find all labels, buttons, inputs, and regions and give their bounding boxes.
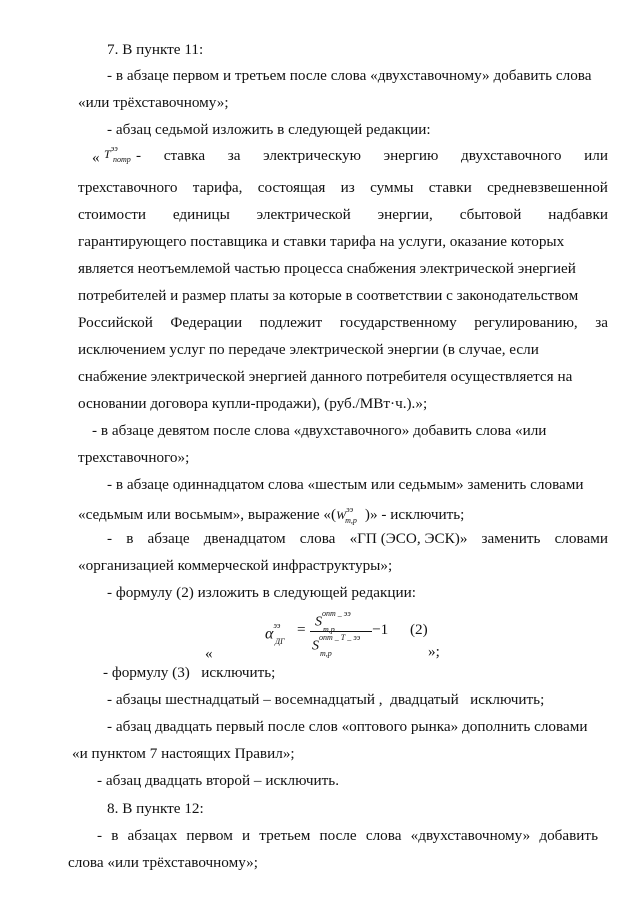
denominator-sub: m,p	[320, 649, 332, 658]
word: электрической	[256, 206, 351, 223]
word: тарифа,	[192, 179, 243, 196]
word: энергию	[383, 147, 439, 164]
denominator-sup: опт _ Т _ ээ	[319, 633, 361, 642]
paragraph-line	[107, 526, 608, 552]
paragraph-line: снабжение электрической энергией данного потребителя осуществляется на	[78, 368, 573, 385]
formula-close-quote: »;	[428, 643, 440, 660]
word: состоящая	[257, 179, 326, 196]
tariff-symbol-sub: потр	[113, 155, 131, 164]
formula-lhs-sup: ээ	[273, 621, 281, 630]
item-7-heading: 7. В пункте 11:	[107, 41, 204, 58]
numerator-sup: опт _ ээ	[322, 609, 351, 618]
definition-words	[136, 143, 608, 169]
word: и	[241, 827, 251, 844]
energy-symbol-letter: W	[336, 508, 347, 522]
word: -	[97, 827, 103, 844]
paragraph-line: основании договора купли-продажи), (руб./МВт·ч.).»;	[78, 395, 428, 412]
word: двухставочного	[460, 147, 562, 164]
paragraph-line	[97, 823, 598, 849]
word: первом	[186, 827, 233, 844]
word: -	[107, 530, 113, 547]
formula-lhs	[265, 617, 285, 647]
paragraph-line: - в абзаце одиннадцатом слова «шестым или седьмым» заменить словами	[107, 476, 584, 493]
paragraph-line: «или трёхставочному»;	[78, 94, 229, 111]
paragraph-line: - в абзаце девятом после слова «двухставочного» добавить слова «или	[92, 422, 547, 439]
word: слова	[299, 530, 336, 547]
paragraph-line: является неотъемлемой частью процесса снабжения электрической энергией	[78, 260, 576, 277]
word: Федерации	[170, 314, 243, 331]
word: абзаце	[147, 530, 190, 547]
word: регулированию,	[474, 314, 578, 331]
paragraph-line: потребителей и размер платы за которые в соответствии с законодательством	[78, 287, 579, 304]
word: энергии,	[377, 206, 433, 223]
tariff-symbol-letter: T	[104, 147, 111, 161]
word: заменить	[481, 530, 541, 547]
formula-2	[205, 605, 455, 660]
numerator-sub: m,p	[323, 625, 335, 634]
paragraph-line: - в абзаце первом и третьем после слова «двухставочному» добавить слова	[107, 67, 592, 84]
word: ставки	[428, 179, 472, 196]
word: ставка	[163, 147, 206, 164]
word: -	[136, 147, 142, 164]
word: надбавки	[548, 206, 608, 223]
paragraph-line: исключением услуг по передаче электрической энергии (в случае, если	[78, 341, 539, 358]
energy-symbol-sub: m,p	[345, 516, 357, 525]
word: сбытовой	[459, 206, 522, 223]
word: Российской	[78, 314, 153, 331]
word: «двухставочному»	[410, 827, 531, 844]
paragraph-line: слова «или трёхставочному»;	[68, 854, 258, 871]
word: «ГП (ЭСО, ЭСК)»	[349, 530, 468, 547]
paragraph-line: гарантирующего поставщика и ставки тарифа на услуги, оказание которых	[78, 233, 565, 250]
word: словами	[554, 530, 608, 547]
paragraph-line: «организацией коммерческой инфраструктуры»;	[78, 557, 393, 574]
paragraph-line: - абзац двадцать второй – исключить.	[97, 772, 340, 789]
tariff-symbol-sup: ээ	[110, 144, 118, 153]
item-8-heading: 8. В пункте 12:	[107, 800, 204, 817]
energy-symbol-sup: ээ	[346, 505, 354, 514]
word: в	[126, 530, 134, 547]
formula-open-quote: «	[205, 645, 213, 662]
denominator-symbol: S	[312, 638, 319, 654]
word: или	[584, 147, 608, 164]
word: за	[227, 147, 241, 164]
paragraph-line: - формулу (3) исключить;	[103, 664, 276, 681]
formula-equals: =	[297, 621, 306, 638]
word: единицы	[172, 206, 230, 223]
formula-lhs-sub: ДГ	[275, 637, 285, 646]
text-segment: «седьмым или восьмым», выражение «(	[78, 506, 337, 523]
energy-symbol	[336, 505, 365, 525]
word: подлежит	[259, 314, 323, 331]
paragraph-line: - абзац седьмой изложить в следующей редакции:	[107, 121, 431, 138]
word: суммы	[370, 179, 414, 196]
text-segment: )» - исключить;	[364, 506, 465, 523]
paragraph-line	[78, 175, 608, 201]
word: добавить	[539, 827, 598, 844]
word: за	[595, 314, 608, 331]
formula-minus-one: −1	[372, 621, 389, 638]
word: третьем	[259, 827, 311, 844]
tariff-symbol	[104, 138, 131, 167]
formula-lhs-symbol: α	[265, 625, 274, 643]
word: трехставочного	[78, 179, 178, 196]
word: электрическую	[263, 147, 361, 164]
formula-number: (2)	[410, 621, 428, 638]
numerator-symbol: S	[315, 614, 322, 630]
word: средневзвешенной	[487, 179, 608, 196]
open-quote: «	[92, 149, 100, 166]
formula-denominator	[312, 629, 360, 660]
word: двенадцатом	[203, 530, 286, 547]
paragraph-line: трехставочного»;	[78, 449, 190, 466]
paragraph-line: - абзац двадцать первый после слов «оптового рынка» дополнить словами	[107, 718, 588, 735]
word: из	[340, 179, 355, 196]
word: после	[319, 827, 357, 844]
word: слова	[365, 827, 402, 844]
paragraph-line: «и пунктом 7 настоящих Правил»;	[72, 745, 295, 762]
paragraph-line: - абзацы шестнадцатый – восемнадцатый , двадцатый исключить;	[107, 691, 545, 708]
word: государственному	[339, 314, 457, 331]
word: стоимости	[78, 206, 146, 223]
word: абзацах	[127, 827, 178, 844]
paragraph-line	[78, 310, 608, 336]
paragraph-line	[78, 202, 608, 228]
paragraph-line: - формулу (2) изложить в следующей редакции:	[107, 584, 417, 601]
word: в	[111, 827, 119, 844]
